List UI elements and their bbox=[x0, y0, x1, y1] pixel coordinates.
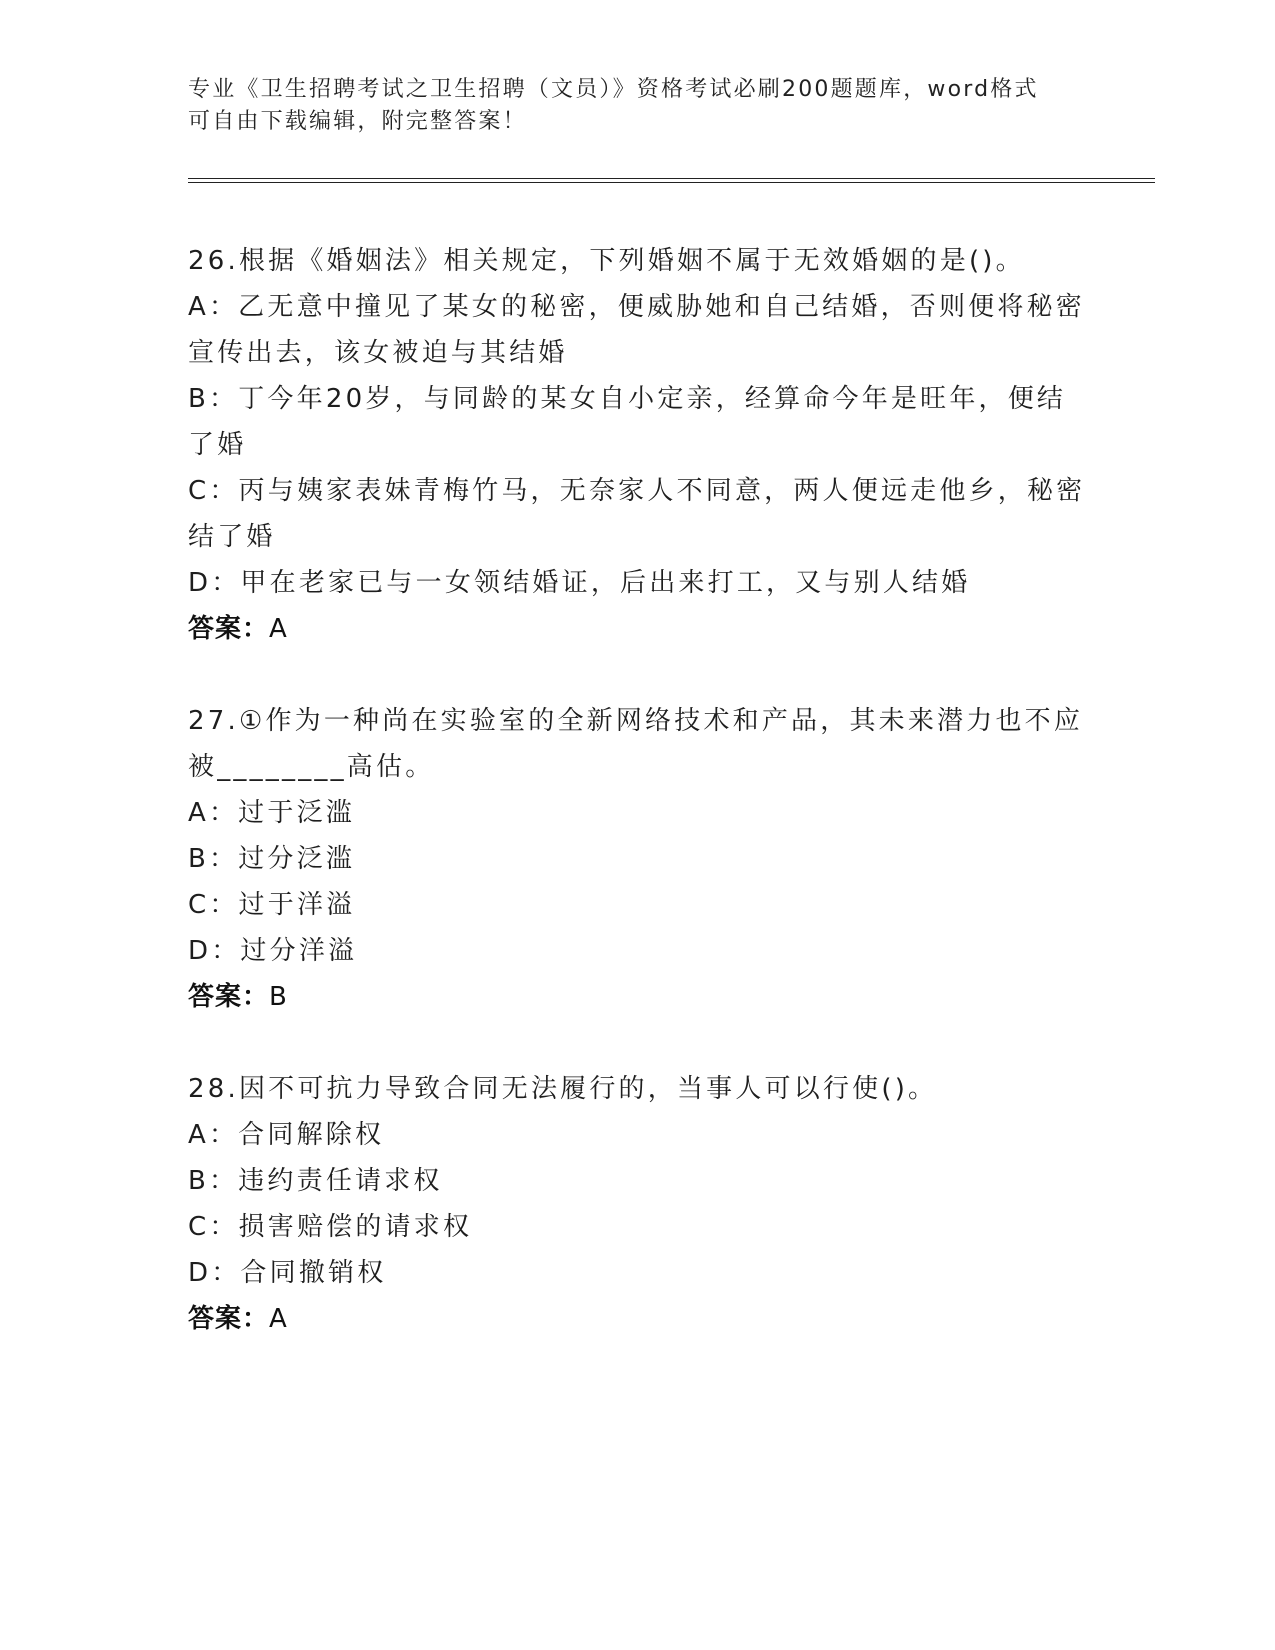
header-line-2: 可自由下载编辑，附完整答案！ bbox=[188, 109, 527, 134]
option-a-continued: 宣传出去，该女被迫与其结婚 bbox=[188, 338, 568, 368]
header-line-1: 专业《卫生招聘考试之卫生招聘（文员）》资格考试必刷200题题库，word格式 bbox=[188, 77, 1039, 102]
option-b-continued: 了婚 bbox=[188, 430, 247, 460]
answer-value: A bbox=[269, 614, 288, 644]
option-a: A：过于泛滥 bbox=[188, 798, 355, 828]
question-stem: 28.因不可抗力导致合同无法履行的，当事人可以行使()。 bbox=[188, 1074, 938, 1104]
answer-value: A bbox=[269, 1304, 288, 1334]
option-d: D：过分洋溢 bbox=[188, 936, 358, 966]
option-b: B：丁今年20岁，与同龄的某女自小定亲，经算命今年是旺年，便结 bbox=[188, 384, 1067, 414]
answer-label: 答案： bbox=[188, 1304, 270, 1334]
answer-label: 答案： bbox=[188, 982, 270, 1012]
answer bbox=[188, 1296, 1088, 1342]
answer bbox=[188, 974, 1088, 1020]
question-stem: 27.①作为一种尚在实验室的全新网络技术和产品，其未来潜力也不应 bbox=[188, 706, 1084, 736]
option-c: C：丙与姨家表妹青梅竹马，无奈家人不同意，两人便远走他乡，秘密 bbox=[188, 476, 1086, 506]
option-c-continued: 结了婚 bbox=[188, 522, 276, 552]
question-list bbox=[188, 238, 1088, 1388]
option-c: C：损害赔偿的请求权 bbox=[188, 1212, 473, 1242]
option-d: D：合同撤销权 bbox=[188, 1258, 387, 1288]
document-header bbox=[188, 74, 1088, 138]
option-d: D：甲在老家已与一女领结婚证，后出来打工，又与别人结婚 bbox=[188, 568, 971, 598]
option-b: B：违约责任请求权 bbox=[188, 1166, 443, 1196]
option-b: B：过分泛滥 bbox=[188, 844, 356, 874]
option-a: A：乙无意中撞见了某女的秘密，便威胁她和自己结婚，否则便将秘密 bbox=[188, 292, 1085, 322]
question-stem-continued: 被________高估。 bbox=[188, 752, 435, 782]
option-c: C：过于洋溢 bbox=[188, 890, 356, 920]
question-28 bbox=[188, 1066, 1088, 1342]
question-26 bbox=[188, 238, 1088, 652]
answer-label: 答案： bbox=[188, 614, 270, 644]
answer-value: B bbox=[269, 982, 288, 1012]
header-divider bbox=[188, 178, 1155, 183]
question-27 bbox=[188, 698, 1088, 1020]
answer bbox=[188, 606, 1088, 652]
option-a: A：合同解除权 bbox=[188, 1120, 385, 1150]
question-stem: 26.根据《婚姻法》相关规定，下列婚姻不属于无效婚姻的是()。 bbox=[188, 246, 1025, 276]
